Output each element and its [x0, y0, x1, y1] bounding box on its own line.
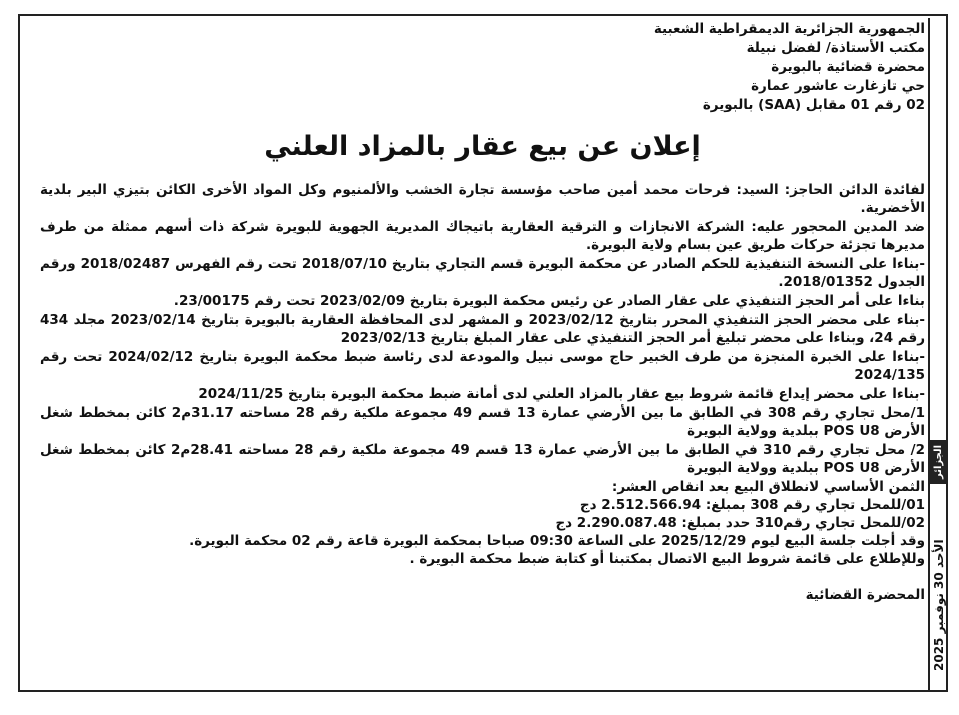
paragraph-lot-2: 2/ محل تجاري رقم 310 في الطابق ما بين الأرضي عمارة 13 قسم 49 مجموعة ملكية رقم 28 مساحته 28.41م2 كائن بمخطط شغل الأرض POS U8 ببلدية وولاية البويرة	[40, 442, 925, 476]
office-header	[40, 20, 925, 115]
publication-date	[930, 530, 948, 680]
signature: المحضرة القضائية	[805, 587, 925, 603]
header-address: 02 رقم 01 مقابل (SAA) بالبويرة	[702, 97, 925, 113]
notice-title: إعلان عن بيع عقار بالمزاد العلني	[264, 131, 701, 162]
paragraph-price-2: 02/للمحل تجاري رقم310 حدد بمبلغ: 2.290.087.48 دج	[555, 515, 925, 531]
publication-date-text: الأحد 30 نوفمبر 2025	[932, 539, 946, 671]
paragraph-base-price-intro: الثمن الأساسي لانطلاق البيع بعد انقاص العشر:	[611, 479, 925, 495]
header-office-type: محضرة قضائية بالبويرة	[771, 59, 925, 75]
header-district: حي تازغارت عاشور عمارة	[751, 78, 925, 94]
paragraph-expertise: -بناءا على الخبرة المنجزة من طرف الخبير حاج موسى نبيل والمودعة لدى رئاسة ضبط محكمة البويرة بتاريخ 2024/02/12 تحت رقم 2024/135	[40, 349, 925, 383]
paragraph-info: وللإطلاع على قائمة شروط البيع الاتصال بمكتبنا أو كتابة ضبط محكمة البويرة .	[409, 551, 925, 567]
notice-body	[40, 181, 925, 568]
paragraph-lot-1: 1/محل تجاري رقم 308 في الطابق ما بين الأرضي عمارة 13 قسم 49 مجموعة ملكية رقم 28 مساحته 31.17م2 كائن بمخطط شغل الأرض POS U8 ببلدية وولاية البويرة	[40, 405, 925, 439]
paragraph-creditor: لفائدة الدائن الحاجز: السيد: فرحات محمد أمين صاحب مؤسسة تجارة الخشب والألمنيوم وكل المواد الأخرى الكائن بتيزي البير بلدية الأخضرية.	[40, 182, 925, 216]
notice-content	[40, 20, 925, 604]
paragraph-seizure-order: بناءا على أمر الحجز التنفيذي على عقار الصادر عن رئيس محكمة البويرة بتاريخ 2023/02/09 تحت رقم 23/00175.	[173, 293, 925, 309]
paragraph-seizure-report: -بناء على محضر الحجز التنفيذي المحرر بتاريخ 2023/02/12 و المشهر لدى المحافظة العقارية بالبويرة بتاريخ 2023/02/14 مجلد 434 رقم 24، وبناءا على محضر تبليغ أمر الحجز التنفيذي على عقار المبلغ بتاريخ 2023/02/13	[40, 312, 925, 346]
paragraph-debtor: ضد المدين المحجور عليه: الشركة الانجازات و الترقية العقارية باتيجاك المديرية الجهوية للبويرة شركة ذات أسهم ممثلة من طرف مديرها تجزئة حركات طريق عين بسام ولاية البويرة.	[40, 219, 925, 253]
paragraph-conditions: -بناءا على محضر إيداع قائمة شروط بيع عقار بالمزاد العلني لدى أمانة ضبط محكمة البويرة بتاريخ 2024/11/25	[198, 386, 925, 402]
header-republic: الجمهورية الجزائرية الديمقراطية الشعبية	[653, 21, 925, 37]
paragraph-writ: -بناءا على النسخة التنفيذية للحكم الصادر عن محكمة البويرة قسم التجاري بتاريخ 2018/07/10 تحت رقم الفهرس 2018/02487 ورقم الجدول 2018/01352.	[40, 256, 925, 290]
paragraph-price-1: 01/للمحل تجاري رقم 308 بمبلغ: 2.512.566.94 دج	[579, 497, 925, 513]
newspaper-logo: الجزائر	[930, 440, 948, 484]
paragraph-session: وقد أجلت جلسة البيع ليوم 2025/12/29 على الساعة 09:30 صباحا بمحكمة البويرة قاعة رقم 02 محكمة البويرة.	[189, 533, 925, 549]
header-office-name: مكتب الأستاذة/ لفضل نبيلة	[746, 40, 925, 56]
